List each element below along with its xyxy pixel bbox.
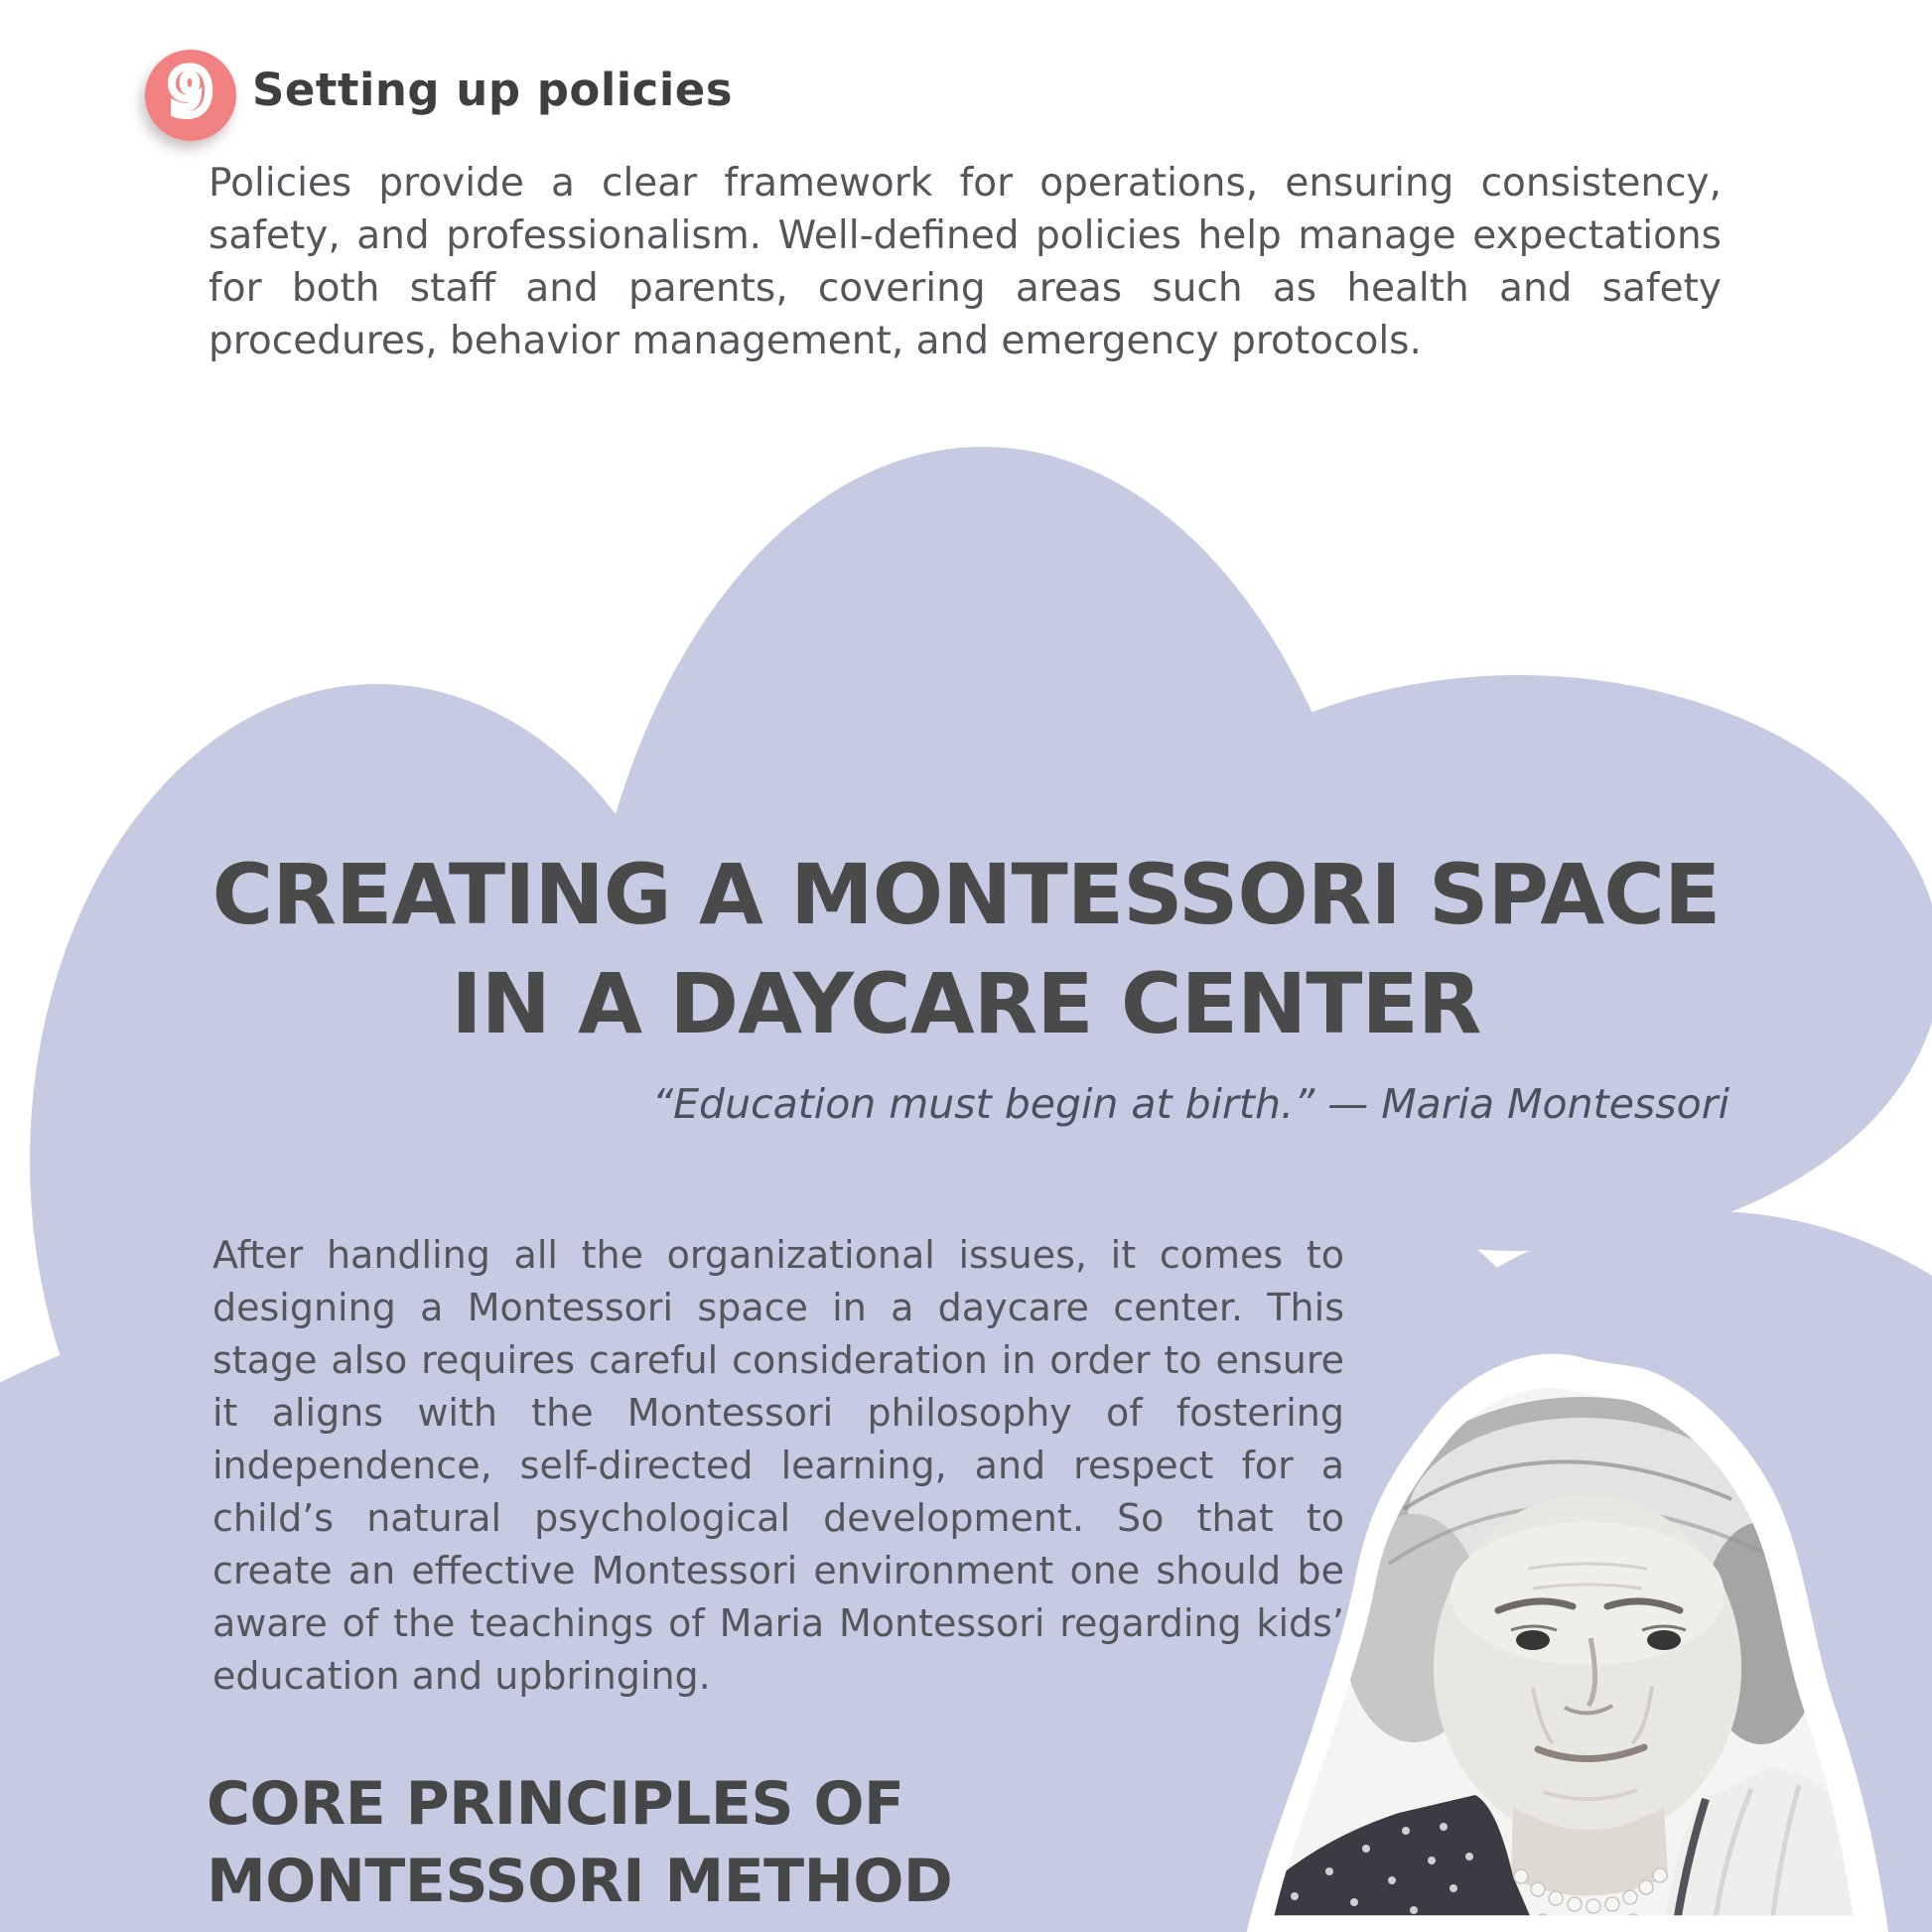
maria-montessori-photo	[1116, 1340, 1894, 1932]
portrait-artwork	[1116, 1340, 1894, 1932]
body-paragraph: After handling all the organizational issues, it comes to designing a Montessori space in a daycare center. This stage also requires careful consideration in order to ensure it aligns with the Montessori philosophy of fostering independence, self-directed learning, and respect for a child’s natural psychological development. So that to create an effective Montessori environment one should be aware of the teachings of Maria Montessori regarding kids’ education and upbringing.	[212, 1233, 1344, 1698]
core-principles-heading	[207, 1765, 952, 1920]
core-principles-heading-line1: CORE PRINCIPLES OF	[207, 1769, 904, 1839]
main-title-line2: IN A DAYCARE CENTER	[451, 955, 1481, 1052]
main-title	[0, 840, 1932, 1058]
section-number-9-icon: 9	[168, 57, 213, 130]
section-title: Setting up policies	[252, 64, 734, 116]
intro-paragraph: Policies provide a clear framework for operations, ensuring consistency, safety, and professionalism. Well-defined policies help manage expectations for both staff and parents, covering areas such as health and safety procedures, behavior management, and emergency protocols.	[208, 161, 1722, 363]
main-title-line1: CREATING A MONTESSORI SPACE	[211, 846, 1721, 943]
montessori-quote: “Education must begin at birth.” — Maria Montessori	[651, 1080, 1729, 1128]
core-principles-heading-line2: MONTESSORI METHOD	[207, 1847, 953, 1916]
